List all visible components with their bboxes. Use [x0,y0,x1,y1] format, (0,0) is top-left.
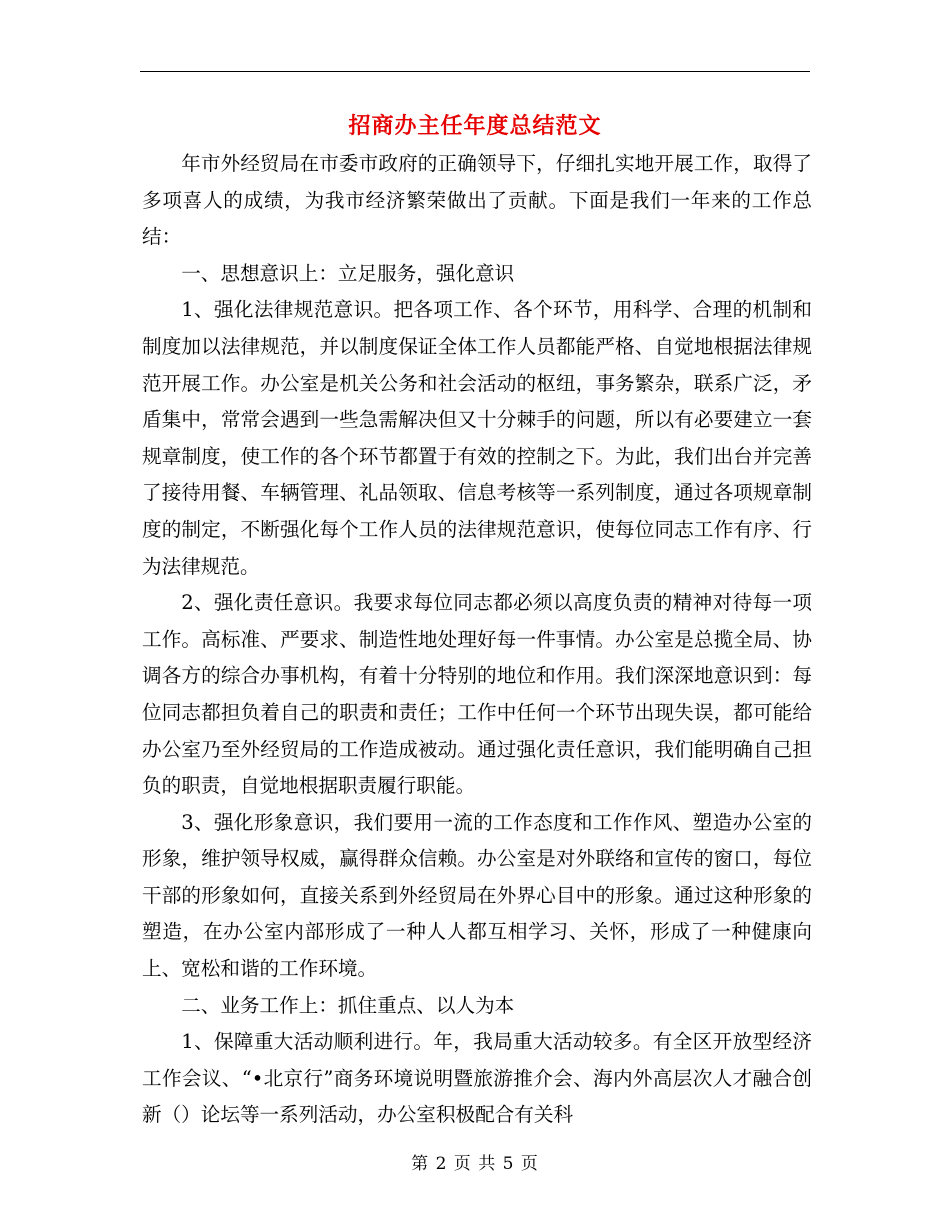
header-rule [140,71,810,72]
page-number-footer: 第 2 页 共 5 页 [411,1154,539,1174]
document-title: 招商办主任年度总结范文 [348,113,602,139]
paragraph-legal-awareness: 1、强化法律规范意识。把各项工作、各个环节，用科学、合理的机制和制度加以法律规范，并以制度保证全体工作人员都能严格、自觉地根据法律规范开展工作。办公室是机关公务和社会活动的枢纽，事务繁杂，联系广泛，矛盾集中，常常会遇到一些急需解决但又十分棘手的问题，所以有必要建立一套规章制度，使工作的各个环节都置于有效的控制之下。为此，我们出台并完善了接待用餐、车辆管理、礼品领取、信息考核等一系列制度，通过各项规章制度的制定，不断强化每个工作人员的法律规范意识，使每位同志工作有序、行为法律规范。 [142,298,812,578]
paragraph-major-events: 1、保障重大活动顺利进行。年，我局重大活动较多。有全区开放型经济工作会议、“•北京行”商务环境说明暨旅游推介会、海内外高层次人才融合创新（）论坛等一系列活动，办公室积极配合有关科 [142,1030,812,1127]
paragraph-responsibility: 2、强化责任意识。我要求每位同志都必须以高度负责的精神对待每一项工作。高标准、严要求、制造性地处理好每一件事情。办公室是总揽全局、协调各方的综合办事机构，有着十分特别的地位和作用。我们深深地意识到：每位同志都担负着自己的职责和责任；工作中任何一个环节出现失误，都可能给办公室乃至外经贸局的工作造成被动。通过强化责任意识，我们能明确自己担负的职责，自觉地根据职责履行职能。 [142,591,812,798]
document-body [142,146,812,1134]
intro-paragraph: 年市外经贸局在市委市政府的正确领导下，仔细扎实地开展工作，取得了多项喜人的成绩，为我市经济繁荣做出了贡献。下面是我们一年来的工作总结： [142,152,812,249]
section-heading-2: 二、业务工作上：抓住重点、以人为本 [181,993,515,1017]
section-heading-1: 一、思想意识上：立足服务，强化意识 [181,261,515,285]
paragraph-image-awareness: 3、强化形象意识，我们要用一流的工作态度和工作作风、塑造办公室的形象，维护领导权威，赢得群众信赖。办公室是对外联络和宣传的窗口，每位干部的形象如何，直接关系到外经贸局在外界心目中的形象。通过这种形象的塑造，在办公室内部形成了一种人人都互相学习、关怀，形成了一种健康向上、宽松和谐的工作环境。 [142,810,812,981]
